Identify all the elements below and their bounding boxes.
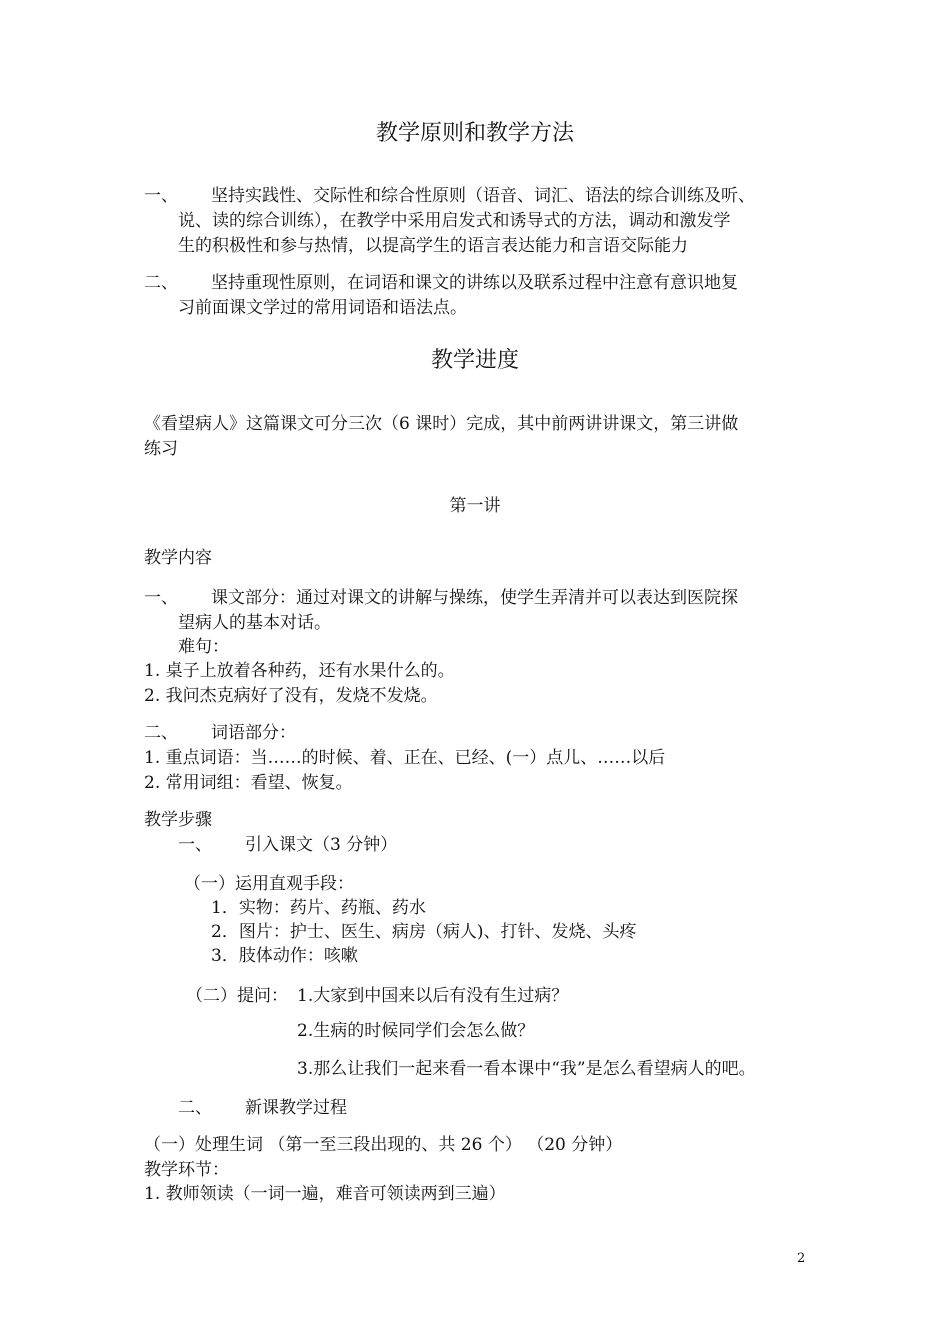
difficult-sentences-label: 难句： <box>178 637 229 657</box>
text-part-marker: 一、 <box>144 588 178 608</box>
phase-label: 教学环节： <box>144 1160 229 1180</box>
principle-2-marker: 二、 <box>144 273 178 293</box>
text-part-line: 课文部分：通过对课文的讲解与操练，使学生弄清并可以表达到医院探 <box>211 588 738 608</box>
step-2-marker: 二、 <box>178 1098 212 1118</box>
difficult-sentence: 2. 我问杰克病好了没有，发烧不发烧。 <box>144 686 438 706</box>
phase-item: 1. 教师领读（一词一遍，难音可领读两到三遍） <box>144 1184 506 1204</box>
word-part-item: 1. 重点词语：当……的时候、着、正在、已经、(一）点儿、……以后 <box>144 748 666 768</box>
step-2-label: 新课教学过程 <box>245 1098 347 1118</box>
step-1-sub2-label: （二）提问： <box>186 986 288 1006</box>
vocab-step: （一）处理生词 （第一至三段出现的、共 26 个） （20 分钟） <box>144 1135 623 1155</box>
step-1-marker: 一、 <box>178 835 212 855</box>
schedule-title: 教学进度 <box>430 348 519 373</box>
step-1-label: 引入课文（3 分钟） <box>245 835 398 855</box>
step-1-sub1-label: （一）运用直观手段： <box>184 874 354 894</box>
principle-1-line: 坚持实践性、交际性和综合性原则（语音、词汇、语法的综合训练及听、 <box>211 186 755 206</box>
difficult-sentence: 1. 桌子上放着各种药，还有水果什么的。 <box>144 661 455 681</box>
page-number: 2 <box>797 1251 806 1266</box>
principle-1-marker: 一、 <box>144 186 178 206</box>
word-part-label: 词语部分： <box>211 723 296 743</box>
principle-2-line: 坚持重现性原则，在词语和课文的讲练以及联系过程中注意有意识地复 <box>211 273 738 293</box>
question: 1.大家到中国来以后有没有生过病？ <box>297 986 569 1006</box>
principle-2-line: 习前面课文学过的常用词语和语法点。 <box>178 298 467 318</box>
principles-title: 教学原则和教学方法 <box>375 121 574 146</box>
principle-1-line: 生的积极性和参与热情，以提高学生的语言表达能力和言语交际能力 <box>178 236 688 256</box>
lecture-title: 第一讲 <box>449 496 501 516</box>
content-heading: 教学内容 <box>144 548 212 568</box>
word-part-marker: 二、 <box>144 723 178 743</box>
word-part-item: 2. 常用词组：看望、恢复。 <box>144 773 353 793</box>
step-1-sub1-item: 3．肢体动作：咳嗽 <box>211 946 358 966</box>
question: 2.生病的时候同学们会怎么做？ <box>297 1021 535 1041</box>
schedule-intro-line: 练习 <box>144 439 178 459</box>
schedule-intro-line: 《看望病人》这篇课文可分三次（6 课时）完成，其中前两讲讲课文，第三讲做 <box>144 414 739 434</box>
principle-1-line: 说、读的综合训练），在教学中采用启发式和诱导式的方法，调动和激发学 <box>178 211 731 231</box>
text-part-line: 望病人的基本对话。 <box>178 613 331 633</box>
question: 3.那么让我们一起来看一看本课中“我”是怎么看望病人的吧。 <box>297 1059 756 1079</box>
steps-heading: 教学步骤 <box>144 810 212 830</box>
step-1-sub1-item: 2．图片：护士、医生、病房（病人)、打针、发烧、头疼 <box>211 922 637 942</box>
step-1-sub1-item: 1．实物：药片、药瓶、药水 <box>211 898 426 918</box>
